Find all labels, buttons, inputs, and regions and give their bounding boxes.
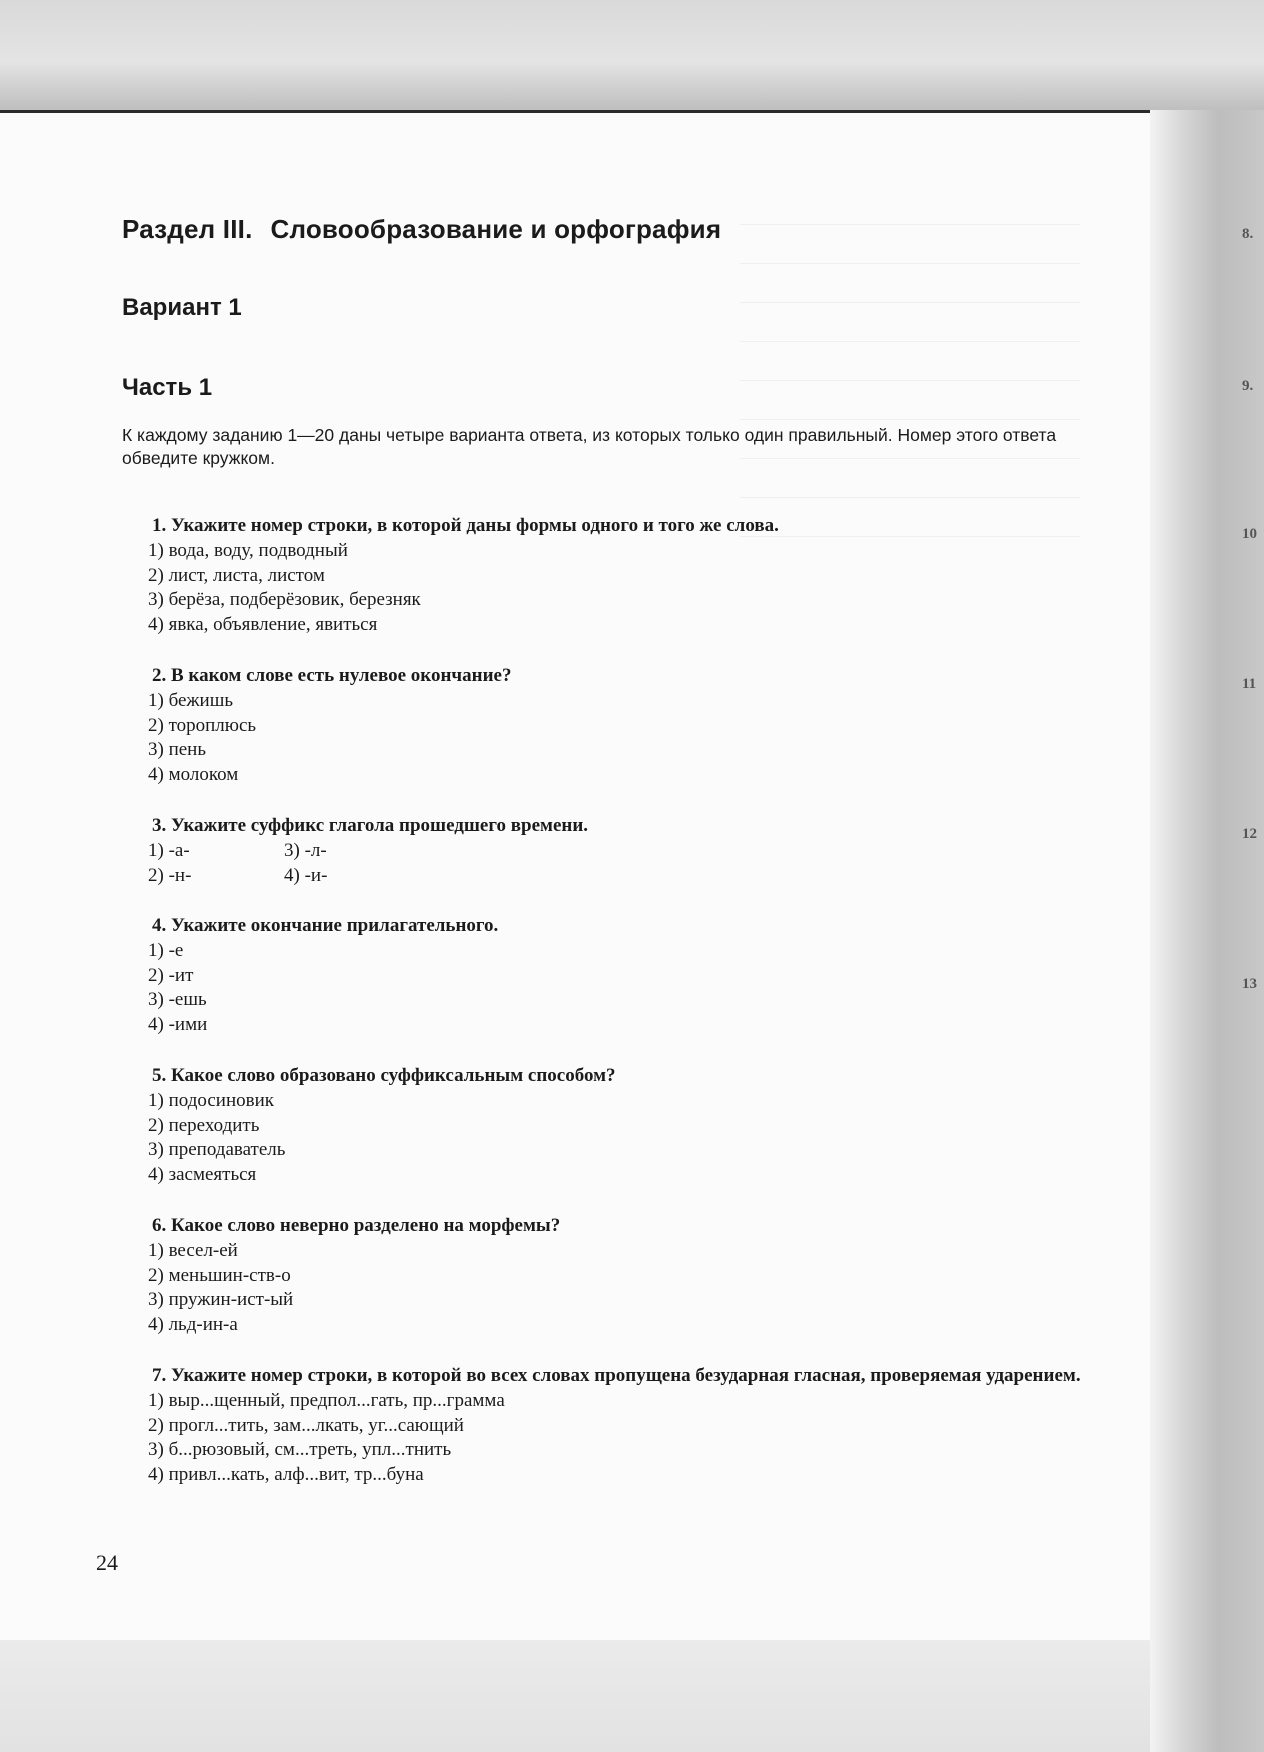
scan-bottom-area — [0, 1640, 1175, 1752]
answer-option[interactable]: 1) -а- — [148, 839, 190, 861]
answer-option[interactable]: 3) -ешь — [148, 989, 207, 1011]
question-7 — [122, 1364, 1082, 1488]
margin-number: 10 — [1242, 526, 1257, 542]
question-3 — [122, 814, 1082, 888]
margin-number: 11 — [1242, 676, 1257, 692]
answer-option[interactable]: 3) б...рюзовый, см...треть, упл...тнить — [148, 1439, 452, 1461]
question-5 — [122, 1064, 1082, 1188]
variant-heading: Вариант 1 — [122, 294, 242, 321]
answer-option[interactable]: 2) -н- — [148, 864, 192, 886]
answer-option[interactable]: 3) -л- — [284, 839, 327, 861]
question-text: 2. В каком слове есть нулевое окончание? — [152, 665, 512, 686]
section-title — [122, 214, 721, 245]
margin-number: 13 — [1242, 976, 1257, 992]
answer-option[interactable]: 4) -и- — [284, 864, 328, 886]
margin-number: 8. — [1242, 226, 1254, 242]
answer-option[interactable]: 1) выр...щенный, предпол...гать, пр...грамма — [148, 1389, 505, 1411]
answer-option[interactable]: 2) тороплюсь — [148, 714, 257, 736]
answer-option[interactable]: 2) меньшин-ств-о — [148, 1264, 291, 1286]
answer-option[interactable]: 4) -ими — [148, 1014, 208, 1036]
answer-option[interactable]: 3) преподаватель — [148, 1139, 286, 1161]
scan-top-shadow — [0, 0, 1264, 112]
section-name: Словообразование и орфография — [270, 214, 722, 244]
answer-option[interactable]: 4) льд-ин-а — [148, 1314, 238, 1336]
question-4 — [122, 914, 1082, 1038]
answer-option[interactable]: 3) пружин-ист-ый — [148, 1289, 294, 1311]
answer-option[interactable]: 2) лист, листа, листом — [148, 564, 325, 586]
margin-number: 12 — [1242, 826, 1257, 842]
instructions: К каждому заданию 1—20 даны четыре варианта ответа, из которых только один правильный. Номер этого ответа обведите кружком. — [122, 425, 1057, 468]
answer-option[interactable]: 3) берёза, подберёзовик, березняк — [148, 589, 421, 611]
part-heading: Часть 1 — [122, 374, 213, 401]
question-text: 5. Какое слово образовано суффиксальным способом? — [152, 1065, 616, 1086]
answer-option[interactable]: 1) вода, воду, подводный — [148, 539, 348, 561]
answer-option[interactable]: 2) переходить — [148, 1114, 260, 1136]
answer-option[interactable]: 4) привл...кать, алф...вит, тр...буна — [148, 1464, 424, 1486]
answer-option[interactable]: 2) -ит — [148, 964, 194, 986]
answer-option[interactable]: 1) -е — [148, 939, 184, 961]
question-1 — [122, 514, 1082, 638]
answer-option[interactable]: 3) пень — [148, 739, 207, 761]
question-2 — [122, 664, 1082, 788]
question-text: 4. Укажите окончание прилагательного. — [152, 915, 499, 936]
question-text: 3. Укажите суффикс глагола прошедшего времени. — [152, 815, 589, 836]
section-number: Раздел III. — [122, 214, 253, 244]
answer-option[interactable]: 4) молоком — [148, 764, 239, 786]
question-text: 6. Какое слово неверно разделено на морфемы? — [152, 1215, 561, 1236]
question-text: 1. Укажите номер строки, в которой даны формы одного и того же слова. — [152, 515, 779, 536]
answer-option[interactable]: 1) весел-ей — [148, 1239, 238, 1261]
book-spine-fold — [1150, 110, 1264, 1752]
answer-option[interactable]: 4) засмеяться — [148, 1164, 257, 1186]
question-text: 7. Укажите номер строки, в которой во всех словах пропущена безударная гласная, проверяемая ударением. — [152, 1365, 1081, 1386]
margin-number: 9. — [1242, 378, 1254, 394]
answer-option[interactable]: 1) бежишь — [148, 689, 234, 711]
answer-option[interactable]: 2) прогл...тить, зам...лкать, уг...сающий — [148, 1414, 464, 1436]
answer-option[interactable]: 1) подосиновик — [148, 1089, 274, 1111]
answer-option[interactable]: 4) явка, объявление, явиться — [148, 614, 378, 636]
question-6 — [122, 1214, 1082, 1338]
bleed-through-text — [740, 200, 1080, 551]
page-number: 24 — [96, 1550, 118, 1575]
